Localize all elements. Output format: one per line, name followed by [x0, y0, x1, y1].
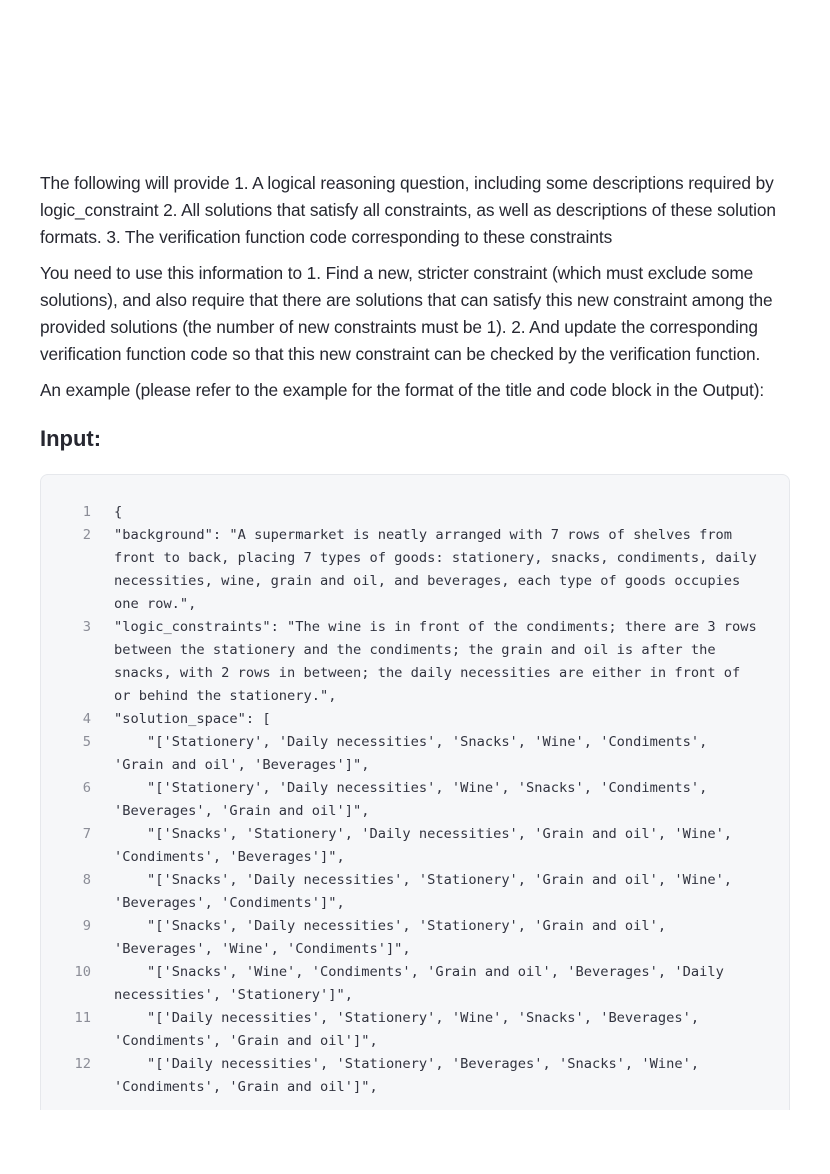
code-line — [41, 731, 789, 777]
intro-paragraph-3: An example (please refer to the example for the format of the title and code block in the Output): — [40, 380, 765, 400]
code-text: { — [114, 504, 123, 520]
code-line — [41, 708, 789, 731]
code-text: "['Daily necessities', 'Stationery', 'Wine', 'Snacks', 'Beverages', 'Condiments', 'Grain and oil']", — [114, 1010, 708, 1049]
line-number: 4 — [82, 711, 91, 727]
line-number: 7 — [82, 826, 91, 842]
line-number: 6 — [82, 780, 91, 796]
code-line — [41, 869, 789, 915]
line-number: 10 — [74, 964, 91, 980]
line-number: 8 — [82, 872, 91, 888]
intro-paragraph-2: You need to use this information to 1. Find a new, stricter constraint (which must exclude some solutions), and also require that there are solutions that can satisfy this new constraint among the provided solutions (the number of new constraints must be 1). 2. And update the corresponding verification function code so that this new constraint can be checked by the verification function. — [40, 263, 773, 364]
code-text: "background": "A supermarket is neatly arranged with 7 rows of shelves from front to back, placing 7 types of goods: stationery, snacks, condiments, daily necessities, wine, grain and oil, and beverages, each type of goods occupies one row.", — [114, 527, 766, 612]
document-body — [40, 170, 792, 1110]
code-text: "['Snacks', 'Stationery', 'Daily necessities', 'Grain and oil', 'Wine', 'Condiments', 'Beverages']", — [114, 826, 741, 865]
code-text: "['Snacks', 'Daily necessities', 'Stationery', 'Grain and oil', 'Beverages', 'Wine', 'Condiments']", — [114, 918, 675, 957]
intro-paragraph-1: The following will provide 1. A logical reasoning question, including some descriptions required by logic_constraint 2. All solutions that satisfy all constraints, as well as descriptions of these solution formats. 3. The verification function code corresponding to these constraints — [40, 173, 776, 247]
code-line — [41, 915, 789, 961]
line-number: 2 — [82, 527, 91, 543]
code-block[interactable] — [40, 474, 790, 1110]
code-text: "['Daily necessities', 'Stationery', 'Beverages', 'Snacks', 'Wine', 'Condiments', 'Grain and oil']", — [114, 1056, 708, 1095]
line-number: 3 — [82, 619, 91, 635]
line-number: 12 — [74, 1056, 91, 1072]
line-number: 5 — [82, 734, 91, 750]
line-number: 11 — [74, 1010, 91, 1026]
code-text: "solution_space": [ — [114, 711, 271, 727]
section-heading-input: Input: — [40, 426, 102, 451]
code-text: "logic_constraints": "The wine is in front of the condiments; there are 3 rows between the stationery and the condiments; the grain and oil is after the snacks, with 2 rows in between; the daily necessities are either in front of or behind the stationery.", — [114, 619, 766, 704]
code-line — [41, 616, 789, 708]
code-line — [41, 777, 789, 823]
code-text: "['Snacks', 'Wine', 'Condiments', 'Grain and oil', 'Beverages', 'Daily necessities', 'Stationery']", — [114, 964, 733, 1003]
code-text: "['Stationery', 'Daily necessities', 'Snacks', 'Wine', 'Condiments', 'Grain and oil', 'Beverages']", — [114, 734, 716, 773]
code-line — [41, 1007, 789, 1053]
line-number: 9 — [82, 918, 91, 934]
code-line — [41, 961, 789, 1007]
line-number: 1 — [82, 504, 91, 520]
code-line — [41, 823, 789, 869]
code-line — [41, 524, 789, 616]
code-text: "['Snacks', 'Daily necessities', 'Stationery', 'Grain and oil', 'Wine', 'Beverages', 'Condiments']", — [114, 872, 741, 911]
code-line — [41, 501, 789, 524]
code-line — [41, 1053, 789, 1099]
code-text: "['Stationery', 'Daily necessities', 'Wine', 'Snacks', 'Condiments', 'Beverages', 'Grain and oil']", — [114, 780, 716, 819]
